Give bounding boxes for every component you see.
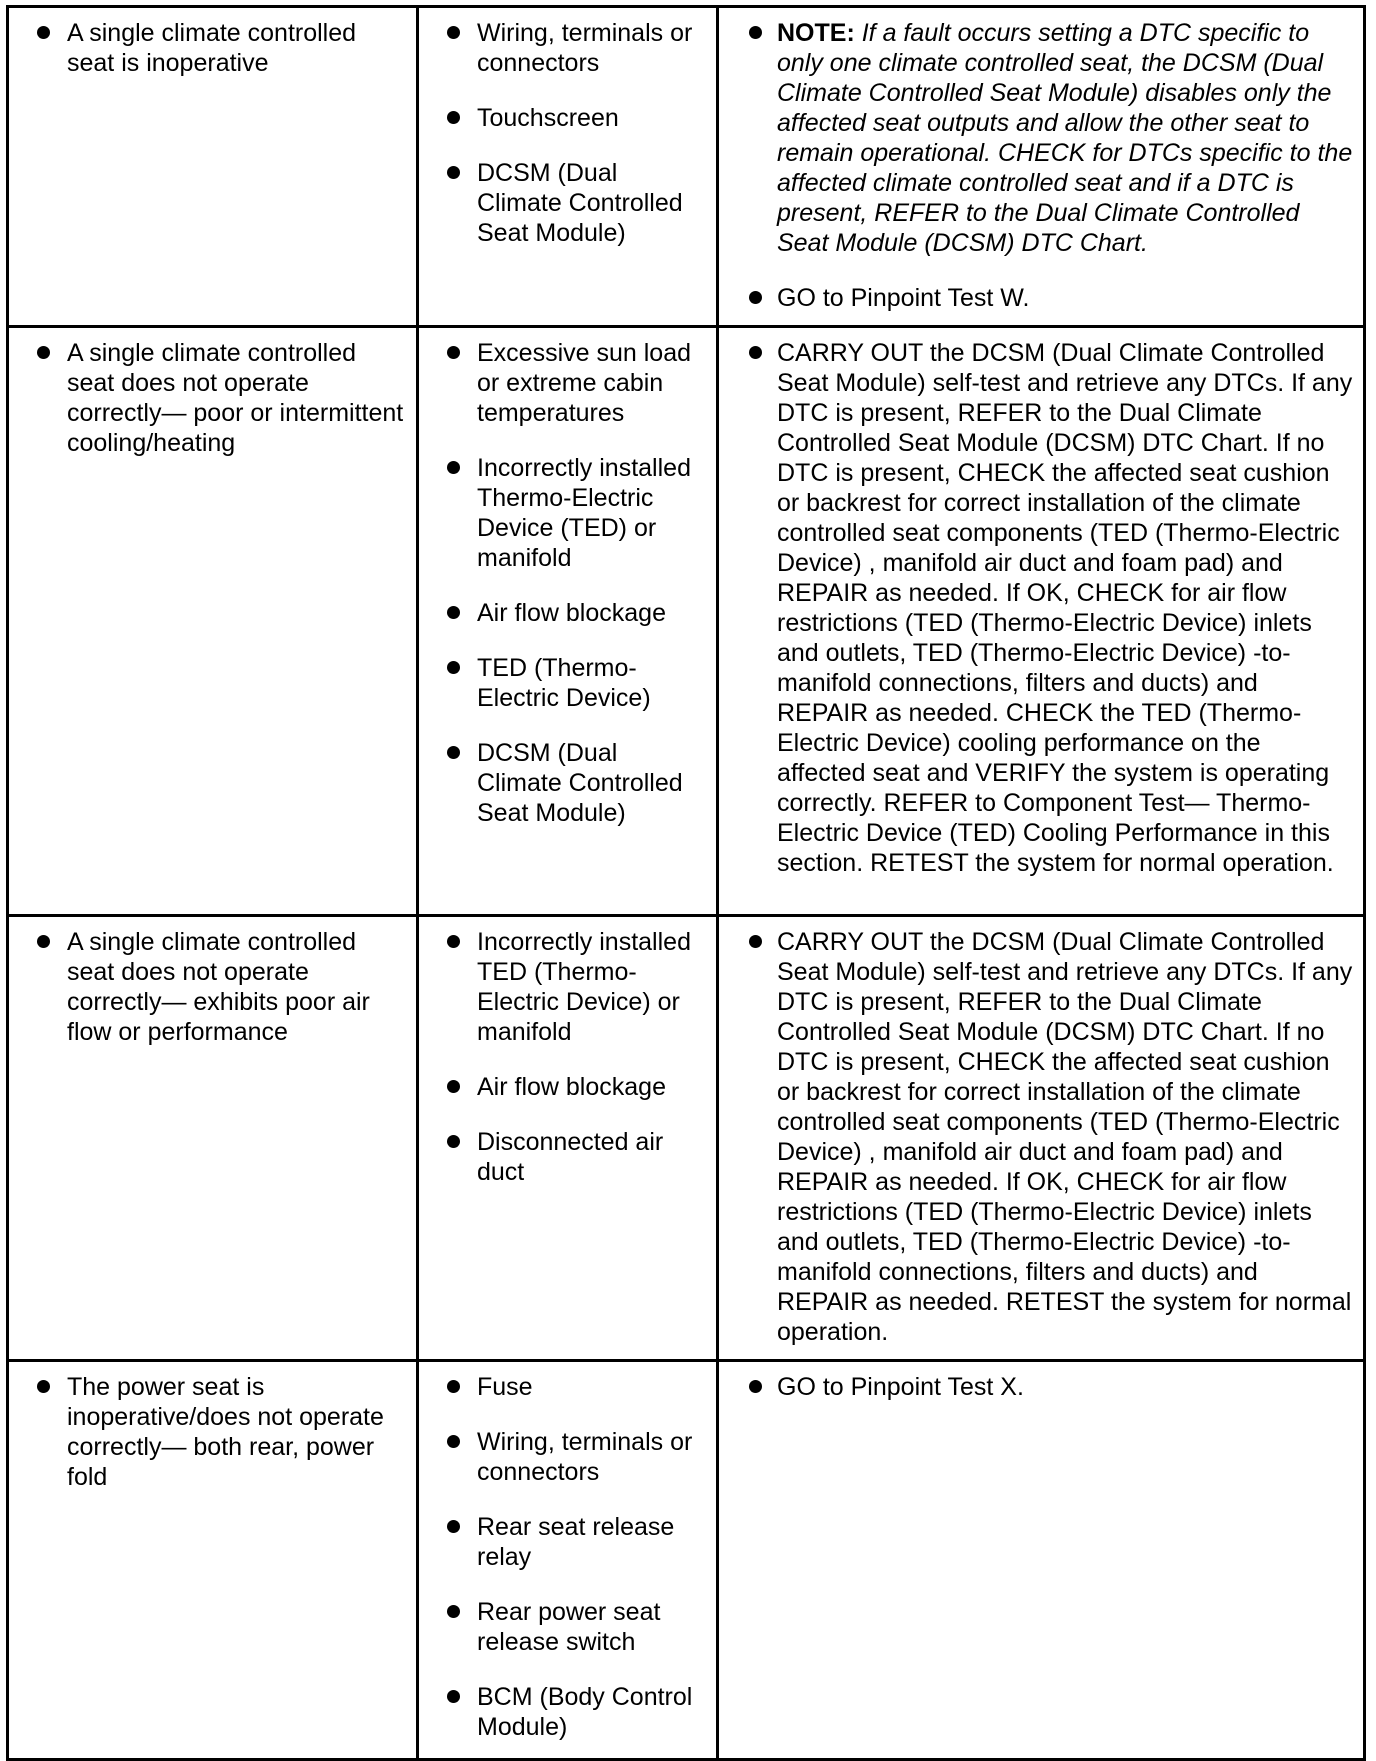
bullet-icon [749,346,762,359]
source-item [427,1072,708,1102]
source-text: Air flow blockage [477,1073,666,1101]
bullet-icon [447,111,460,124]
action-cell [718,916,1365,1361]
action-item [727,283,1355,313]
table-row [8,327,1365,916]
source-item [427,158,708,248]
bullet-icon [447,606,460,619]
note-item [727,18,1355,258]
condition-text: The power seat is inoperative/does not operate correctly— both rear, power fold [67,1373,384,1491]
source-text: Air flow blockage [477,599,666,627]
source-item [427,1512,708,1572]
table-row [8,7,1365,327]
action-cell [718,1361,1365,1760]
bullet-icon [447,1520,460,1533]
source-item [427,1597,708,1657]
bullet-icon [749,935,762,948]
condition-item [17,338,408,458]
source-item [427,1372,708,1402]
bullet-icon [447,935,460,948]
bullet-icon [447,661,460,674]
note-label: NOTE: [777,19,855,47]
possible-sources-cell [418,1361,718,1760]
condition-cell [8,7,418,327]
condition-cell [8,916,418,1361]
source-item [427,18,708,78]
action-text: CARRY OUT the DCSM (Dual Climate Controlled Seat Module) self-test and retrieve any DTCs. If any DTC is present, REFER to the Dual Climate Controlled Seat Module (DCSM) DTC Chart. If no DTC is present, CHECK the affected seat cushion or backrest for correct installation of the climate controlled seat components (TED (Thermo-Electric Device) , manifold air duct and foam pad) and REPAIR as needed. If OK, CHECK for air flow restrictions (TED (Thermo-Electric Device) inlets and outlets, TED (Thermo-Electric Device) -to-manifold connections, filters and ducts) and REPAIR as needed. RETEST the system for normal operation. [777,928,1353,1346]
source-text: Incorrectly installed Thermo-Electric Device (TED) or manifold [477,454,691,572]
bullet-icon [37,935,50,948]
source-text: TED (Thermo-Electric Device) [477,654,651,712]
action-cell [718,7,1365,327]
action-text: GO to Pinpoint Test X. [777,1373,1024,1401]
bullet-icon [37,1380,50,1393]
bullet-icon [447,346,460,359]
source-item [427,653,708,713]
possible-sources-cell [418,7,718,327]
bullet-icon [37,346,50,359]
source-item [427,1682,708,1742]
source-item [427,598,708,628]
source-text: BCM (Body Control Module) [477,1683,693,1741]
source-text: DCSM (Dual Climate Controlled Seat Module) [477,739,683,827]
table-row [8,916,1365,1361]
possible-sources-cell [418,916,718,1361]
bullet-icon [749,291,762,304]
source-text: DCSM (Dual Climate Controlled Seat Module) [477,159,683,247]
source-text: Rear power seat release switch [477,1598,661,1656]
bullet-icon [447,461,460,474]
action-cell [718,327,1365,916]
condition-cell [8,327,418,916]
action-item [727,927,1355,1347]
table-row [8,1361,1365,1760]
source-item [427,738,708,828]
bullet-icon [447,746,460,759]
bullet-icon [447,1605,460,1618]
source-text: Fuse [477,1373,533,1401]
source-text: Wiring, terminals or connectors [477,1428,693,1486]
bullet-icon [447,1690,460,1703]
source-item [427,338,708,428]
bullet-icon [447,1135,460,1148]
bullet-icon [749,26,762,39]
condition-item [17,927,408,1047]
source-item [427,1127,708,1187]
bullet-icon [37,26,50,39]
source-text: Incorrectly installed TED (Thermo-Electric Device) or manifold [477,928,691,1046]
condition-cell [8,1361,418,1760]
action-item [727,338,1355,878]
condition-item [17,1372,408,1492]
bullet-icon [447,1380,460,1393]
note-text: If a fault occurs setting a DTC specific to only one climate controlled seat, the DCSM (Dual Climate Controlled Seat Module) disables only the affected seat outputs and allow the other seat to remain operational. CHECK for DTCs specific to the affected climate controlled seat and if a DTC is present, REFER to the Dual Climate Controlled Seat Module (DCSM) DTC Chart. [777,19,1353,257]
source-item [427,453,708,573]
action-item [727,1372,1355,1402]
source-text: Touchscreen [477,104,619,132]
condition-item [17,18,408,78]
bullet-icon [447,26,460,39]
condition-text: A single climate controlled seat does not operate correctly— poor or intermittent cooling/heating [67,339,404,457]
condition-text: A single climate controlled seat is inoperative [67,19,357,77]
source-text: Wiring, terminals or connectors [477,19,693,77]
source-text: Disconnected air duct [477,1128,664,1186]
symptom-chart-table [6,5,1366,1761]
source-item [427,1427,708,1487]
bullet-icon [447,1080,460,1093]
source-item [427,103,708,133]
source-text: Excessive sun load or extreme cabin temperatures [477,339,692,427]
bullet-icon [749,1380,762,1393]
possible-sources-cell [418,327,718,916]
action-text: CARRY OUT the DCSM (Dual Climate Controlled Seat Module) self-test and retrieve any DTCs. If any DTC is present, REFER to the Dual Climate Controlled Seat Module (DCSM) DTC Chart. If no DTC is present, CHECK the affected seat cushion or backrest for correct installation of the climate controlled seat components (TED (Thermo-Electric Device) , manifold air duct and foam pad) and REPAIR as needed. If OK, CHECK for air flow restrictions (TED (Thermo-Electric Device) inlets and outlets, TED (Thermo-Electric Device) -to-manifold connections, filters and ducts) and REPAIR as needed. CHECK the TED (Thermo-Electric Device) cooling performance on the affected seat and VERIFY the system is operating correctly. REFER to Component Test— Thermo-Electric Device (TED) Cooling Performance in this section. RETEST the system for normal operation. [777,339,1353,877]
action-text: GO to Pinpoint Test W. [777,284,1030,312]
condition-text: A single climate controlled seat does not operate correctly— exhibits poor air flow or performance [67,928,370,1046]
bullet-icon [447,1435,460,1448]
bullet-icon [447,166,460,179]
source-item [427,927,708,1047]
source-text: Rear seat release relay [477,1513,675,1571]
